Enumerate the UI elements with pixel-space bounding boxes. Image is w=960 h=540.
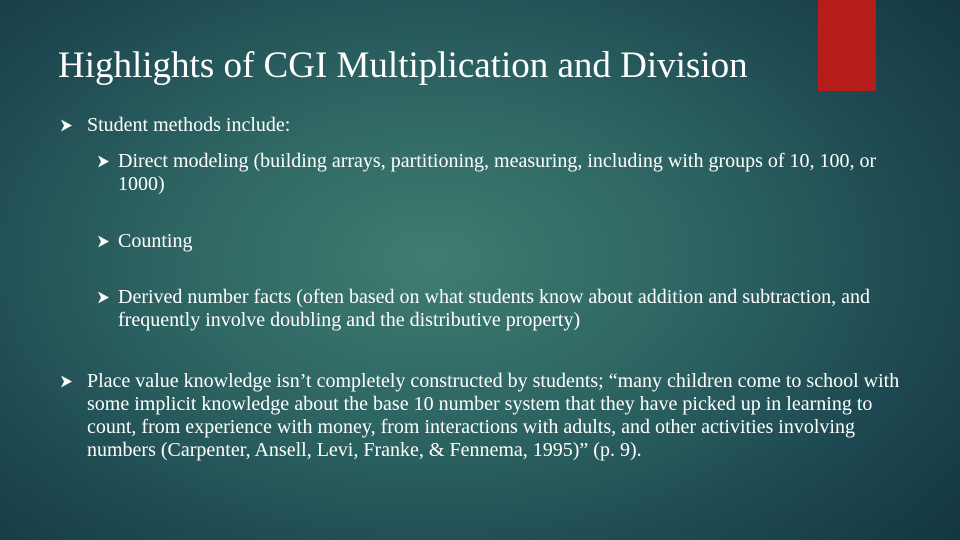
- bullet-text: Place value knowledge isn’t completely constructed by students; “many children come to school with some implicit knowledge about the base 10 number system that they have picked up in learning to count, from experience with money, from interactions with adults, and other activities involving numbers (Carpenter, Ansell, Levi, Franke, & Fennema, 1995)” (p. 9).: [87, 370, 900, 461]
- diamond-arrow-bullet-icon: [60, 119, 73, 132]
- bullet-student-methods: [60, 114, 910, 137]
- bullet-text: Student methods include:: [87, 114, 291, 136]
- diamond-arrow-bullet-icon: [97, 155, 110, 168]
- diamond-arrow-bullet-icon: [97, 235, 110, 248]
- slide-title: Highlights of CGI Multiplication and Division: [58, 45, 748, 86]
- sub-bullet-derived-facts: [118, 286, 910, 332]
- diamond-arrow-bullet-icon: [97, 291, 110, 304]
- bullet-place-value: [60, 370, 910, 462]
- sub-bullet-text: Counting: [118, 230, 193, 252]
- diamond-arrow-bullet-icon: [60, 375, 73, 388]
- slide-content: [60, 114, 910, 462]
- sub-bullet-text: Derived number facts (often based on what students know about addition and subtraction, and frequently involve doubling and the distributive property): [118, 286, 871, 331]
- accent-bar: [818, 0, 876, 91]
- sub-bullet-direct-modeling: [118, 150, 910, 196]
- sub-bullet-text: Direct modeling (building arrays, partitioning, measuring, including with groups of 10, 100, or 1000): [118, 150, 877, 195]
- sub-bullet-counting: [118, 230, 910, 253]
